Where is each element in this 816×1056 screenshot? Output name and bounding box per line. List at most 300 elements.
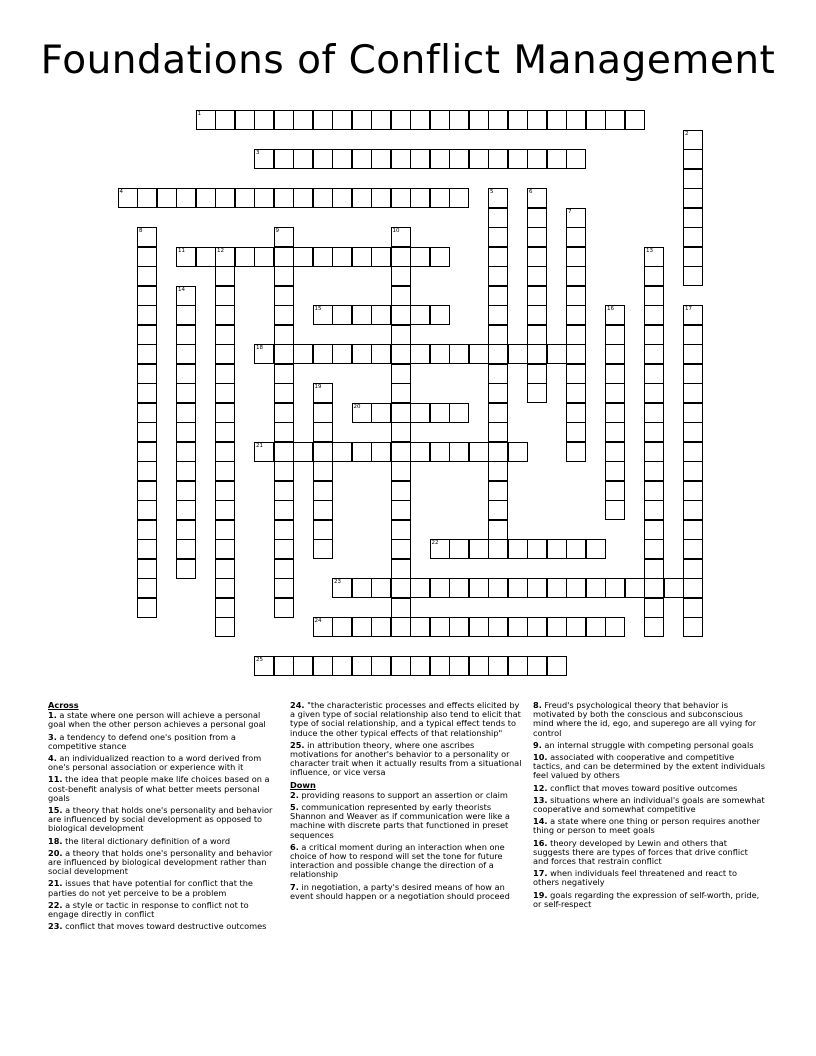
grid-cell[interactable]	[313, 247, 333, 267]
grid-cell[interactable]	[176, 286, 196, 306]
grid-cell[interactable]	[215, 188, 235, 208]
grid-cell[interactable]	[488, 422, 508, 442]
grid-cell[interactable]	[430, 403, 450, 423]
grid-cell[interactable]	[254, 188, 274, 208]
grid-cell[interactable]	[215, 325, 235, 345]
grid-cell[interactable]	[215, 383, 235, 403]
grid-cell[interactable]	[410, 110, 430, 130]
grid-cell[interactable]	[566, 617, 586, 637]
grid-cell[interactable]	[313, 305, 333, 325]
grid-cell[interactable]	[274, 383, 294, 403]
grid-cell[interactable]	[566, 247, 586, 267]
grid-cell[interactable]	[683, 481, 703, 501]
grid-cell[interactable]	[137, 344, 157, 364]
grid-cell[interactable]	[469, 344, 489, 364]
grid-cell[interactable]	[566, 403, 586, 423]
grid-cell[interactable]	[586, 110, 606, 130]
grid-cell[interactable]	[410, 578, 430, 598]
grid-cell[interactable]	[527, 188, 547, 208]
grid-cell[interactable]	[332, 110, 352, 130]
grid-cell[interactable]	[566, 422, 586, 442]
grid-cell[interactable]	[176, 305, 196, 325]
grid-cell[interactable]	[176, 247, 196, 267]
grid-cell[interactable]	[488, 500, 508, 520]
grid-cell[interactable]	[313, 383, 333, 403]
grid-cell[interactable]	[352, 110, 372, 130]
grid-cell[interactable]	[449, 344, 469, 364]
grid-cell[interactable]	[371, 149, 391, 169]
grid-cell[interactable]	[566, 364, 586, 384]
grid-cell[interactable]	[527, 149, 547, 169]
grid-cell[interactable]	[391, 383, 411, 403]
grid-cell[interactable]	[683, 559, 703, 579]
grid-cell[interactable]	[196, 188, 216, 208]
grid-cell[interactable]	[644, 383, 664, 403]
grid-cell[interactable]	[410, 442, 430, 462]
grid-cell[interactable]	[547, 110, 567, 130]
grid-cell[interactable]	[527, 266, 547, 286]
grid-cell[interactable]	[547, 656, 567, 676]
grid-cell[interactable]	[605, 403, 625, 423]
grid-cell[interactable]	[683, 149, 703, 169]
grid-cell[interactable]	[215, 305, 235, 325]
grid-cell[interactable]	[683, 500, 703, 520]
grid-cell[interactable]	[488, 266, 508, 286]
grid-cell[interactable]	[332, 578, 352, 598]
grid-cell[interactable]	[605, 325, 625, 345]
grid-cell[interactable]	[410, 305, 430, 325]
grid-cell[interactable]	[488, 442, 508, 462]
grid-cell[interactable]	[274, 442, 294, 462]
grid-cell[interactable]	[137, 481, 157, 501]
grid-cell[interactable]	[644, 559, 664, 579]
grid-cell[interactable]	[391, 578, 411, 598]
grid-cell[interactable]	[313, 149, 333, 169]
grid-cell[interactable]	[137, 442, 157, 462]
grid-cell[interactable]	[469, 442, 489, 462]
grid-cell[interactable]	[625, 578, 645, 598]
grid-cell[interactable]	[137, 227, 157, 247]
grid-cell[interactable]	[176, 364, 196, 384]
grid-cell[interactable]	[430, 656, 450, 676]
grid-cell[interactable]	[605, 422, 625, 442]
grid-cell[interactable]	[391, 344, 411, 364]
grid-cell[interactable]	[566, 325, 586, 345]
grid-cell[interactable]	[176, 344, 196, 364]
grid-cell[interactable]	[391, 188, 411, 208]
grid-cell[interactable]	[449, 656, 469, 676]
grid-cell[interactable]	[215, 461, 235, 481]
grid-cell[interactable]	[137, 305, 157, 325]
grid-cell[interactable]	[430, 539, 450, 559]
grid-cell[interactable]	[215, 442, 235, 462]
grid-cell[interactable]	[449, 188, 469, 208]
grid-cell[interactable]	[274, 325, 294, 345]
grid-cell[interactable]	[527, 344, 547, 364]
grid-cell[interactable]	[644, 247, 664, 267]
grid-cell[interactable]	[352, 305, 372, 325]
grid-cell[interactable]	[644, 598, 664, 618]
grid-cell[interactable]	[137, 383, 157, 403]
grid-cell[interactable]	[566, 266, 586, 286]
grid-cell[interactable]	[566, 286, 586, 306]
grid-cell[interactable]	[391, 149, 411, 169]
grid-cell[interactable]	[527, 247, 547, 267]
grid-cell[interactable]	[527, 305, 547, 325]
grid-cell[interactable]	[430, 578, 450, 598]
grid-cell[interactable]	[488, 656, 508, 676]
grid-cell[interactable]	[644, 461, 664, 481]
grid-cell[interactable]	[137, 500, 157, 520]
grid-cell[interactable]	[313, 110, 333, 130]
grid-cell[interactable]	[566, 578, 586, 598]
grid-cell[interactable]	[410, 656, 430, 676]
grid-cell[interactable]	[430, 617, 450, 637]
grid-cell[interactable]	[683, 188, 703, 208]
grid-cell[interactable]	[196, 247, 216, 267]
grid-cell[interactable]	[566, 110, 586, 130]
grid-cell[interactable]	[332, 656, 352, 676]
grid-cell[interactable]	[469, 617, 489, 637]
grid-cell[interactable]	[547, 539, 567, 559]
grid-cell[interactable]	[488, 383, 508, 403]
grid-cell[interactable]	[683, 383, 703, 403]
grid-cell[interactable]	[352, 656, 372, 676]
grid-cell[interactable]	[527, 286, 547, 306]
grid-cell[interactable]	[313, 442, 333, 462]
grid-cell[interactable]	[313, 481, 333, 501]
grid-cell[interactable]	[644, 500, 664, 520]
grid-cell[interactable]	[176, 500, 196, 520]
grid-cell[interactable]	[547, 149, 567, 169]
grid-cell[interactable]	[527, 227, 547, 247]
grid-cell[interactable]	[254, 247, 274, 267]
grid-cell[interactable]	[391, 422, 411, 442]
grid-cell[interactable]	[274, 110, 294, 130]
grid-cell[interactable]	[391, 481, 411, 501]
grid-cell[interactable]	[469, 656, 489, 676]
grid-cell[interactable]	[352, 188, 372, 208]
grid-cell[interactable]	[683, 247, 703, 267]
grid-cell[interactable]	[605, 617, 625, 637]
grid-cell[interactable]	[566, 344, 586, 364]
grid-cell[interactable]	[488, 539, 508, 559]
grid-cell[interactable]	[176, 422, 196, 442]
grid-cell[interactable]	[371, 247, 391, 267]
grid-cell[interactable]	[137, 461, 157, 481]
grid-cell[interactable]	[430, 344, 450, 364]
grid-cell[interactable]	[371, 344, 391, 364]
grid-cell[interactable]	[488, 481, 508, 501]
grid-cell[interactable]	[293, 110, 313, 130]
grid-cell[interactable]	[235, 110, 255, 130]
grid-cell[interactable]	[332, 305, 352, 325]
grid-cell[interactable]	[391, 364, 411, 384]
grid-cell[interactable]	[527, 656, 547, 676]
grid-cell[interactable]	[449, 442, 469, 462]
grid-cell[interactable]	[274, 227, 294, 247]
grid-cell[interactable]	[137, 364, 157, 384]
grid-cell[interactable]	[176, 403, 196, 423]
grid-cell[interactable]	[352, 578, 372, 598]
grid-cell[interactable]	[293, 656, 313, 676]
grid-cell[interactable]	[176, 325, 196, 345]
grid-cell[interactable]	[215, 617, 235, 637]
grid-cell[interactable]	[683, 442, 703, 462]
grid-cell[interactable]	[332, 617, 352, 637]
grid-cell[interactable]	[683, 520, 703, 540]
grid-cell[interactable]	[644, 520, 664, 540]
grid-cell[interactable]	[605, 364, 625, 384]
grid-cell[interactable]	[586, 539, 606, 559]
grid-cell[interactable]	[293, 149, 313, 169]
grid-cell[interactable]	[176, 520, 196, 540]
grid-cell[interactable]	[352, 442, 372, 462]
grid-cell[interactable]	[430, 149, 450, 169]
grid-cell[interactable]	[371, 617, 391, 637]
grid-cell[interactable]	[274, 188, 294, 208]
grid-cell[interactable]	[137, 325, 157, 345]
grid-cell[interactable]	[352, 149, 372, 169]
grid-cell[interactable]	[605, 383, 625, 403]
grid-cell[interactable]	[488, 578, 508, 598]
grid-cell[interactable]	[488, 110, 508, 130]
grid-cell[interactable]	[274, 286, 294, 306]
grid-cell[interactable]	[137, 403, 157, 423]
grid-cell[interactable]	[391, 520, 411, 540]
grid-cell[interactable]	[176, 539, 196, 559]
grid-cell[interactable]	[274, 305, 294, 325]
grid-cell[interactable]	[274, 559, 294, 579]
grid-cell[interactable]	[488, 227, 508, 247]
grid-cell[interactable]	[137, 286, 157, 306]
grid-cell[interactable]	[430, 110, 450, 130]
grid-cell[interactable]	[508, 344, 528, 364]
grid-cell[interactable]	[391, 325, 411, 345]
grid-cell[interactable]	[683, 169, 703, 189]
grid-cell[interactable]	[527, 364, 547, 384]
grid-cell[interactable]	[566, 539, 586, 559]
grid-cell[interactable]	[469, 578, 489, 598]
grid-cell[interactable]	[215, 364, 235, 384]
grid-cell[interactable]	[235, 188, 255, 208]
grid-cell[interactable]	[137, 247, 157, 267]
grid-cell[interactable]	[371, 578, 391, 598]
grid-cell[interactable]	[586, 617, 606, 637]
grid-cell[interactable]	[488, 325, 508, 345]
grid-cell[interactable]	[176, 442, 196, 462]
grid-cell[interactable]	[683, 266, 703, 286]
grid-cell[interactable]	[332, 442, 352, 462]
grid-cell[interactable]	[488, 364, 508, 384]
grid-cell[interactable]	[683, 325, 703, 345]
grid-cell[interactable]	[313, 656, 333, 676]
grid-cell[interactable]	[566, 305, 586, 325]
grid-cell[interactable]	[176, 188, 196, 208]
grid-cell[interactable]	[371, 110, 391, 130]
grid-cell[interactable]	[644, 442, 664, 462]
grid-cell[interactable]	[274, 422, 294, 442]
grid-cell[interactable]	[176, 559, 196, 579]
grid-cell[interactable]	[605, 110, 625, 130]
grid-cell[interactable]	[410, 188, 430, 208]
grid-cell[interactable]	[215, 578, 235, 598]
grid-cell[interactable]	[215, 266, 235, 286]
grid-cell[interactable]	[176, 481, 196, 501]
grid-cell[interactable]	[508, 539, 528, 559]
grid-cell[interactable]	[683, 305, 703, 325]
grid-cell[interactable]	[215, 500, 235, 520]
grid-cell[interactable]	[391, 461, 411, 481]
grid-cell[interactable]	[391, 442, 411, 462]
grid-cell[interactable]	[176, 383, 196, 403]
grid-cell[interactable]	[547, 578, 567, 598]
grid-cell[interactable]	[391, 403, 411, 423]
grid-cell[interactable]	[527, 208, 547, 228]
grid-cell[interactable]	[274, 403, 294, 423]
grid-cell[interactable]	[391, 305, 411, 325]
grid-cell[interactable]	[391, 656, 411, 676]
grid-cell[interactable]	[508, 656, 528, 676]
grid-cell[interactable]	[449, 149, 469, 169]
grid-cell[interactable]	[566, 383, 586, 403]
grid-cell[interactable]	[683, 344, 703, 364]
grid-cell[interactable]	[391, 247, 411, 267]
grid-cell[interactable]	[547, 617, 567, 637]
grid-cell[interactable]	[527, 383, 547, 403]
grid-cell[interactable]	[488, 286, 508, 306]
grid-cell[interactable]	[644, 364, 664, 384]
grid-cell[interactable]	[371, 188, 391, 208]
grid-cell[interactable]	[605, 578, 625, 598]
grid-cell[interactable]	[313, 422, 333, 442]
grid-cell[interactable]	[313, 500, 333, 520]
grid-cell[interactable]	[488, 208, 508, 228]
grid-cell[interactable]	[605, 344, 625, 364]
grid-cell[interactable]	[391, 559, 411, 579]
grid-cell[interactable]	[391, 500, 411, 520]
grid-cell[interactable]	[644, 286, 664, 306]
grid-cell[interactable]	[605, 481, 625, 501]
grid-cell[interactable]	[274, 364, 294, 384]
grid-cell[interactable]	[430, 188, 450, 208]
grid-cell[interactable]	[274, 500, 294, 520]
grid-cell[interactable]	[137, 422, 157, 442]
grid-cell[interactable]	[313, 617, 333, 637]
grid-cell[interactable]	[274, 598, 294, 618]
grid-cell[interactable]	[274, 461, 294, 481]
grid-cell[interactable]	[605, 442, 625, 462]
grid-cell[interactable]	[508, 110, 528, 130]
grid-cell[interactable]	[644, 403, 664, 423]
grid-cell[interactable]	[254, 656, 274, 676]
grid-cell[interactable]	[215, 110, 235, 130]
grid-cell[interactable]	[274, 149, 294, 169]
grid-cell[interactable]	[644, 481, 664, 501]
grid-cell[interactable]	[215, 344, 235, 364]
grid-cell[interactable]	[332, 149, 352, 169]
grid-cell[interactable]	[352, 344, 372, 364]
grid-cell[interactable]	[371, 403, 391, 423]
grid-cell[interactable]	[683, 578, 703, 598]
grid-cell[interactable]	[488, 305, 508, 325]
grid-cell[interactable]	[254, 344, 274, 364]
grid-cell[interactable]	[215, 559, 235, 579]
grid-cell[interactable]	[449, 403, 469, 423]
grid-cell[interactable]	[488, 188, 508, 208]
grid-cell[interactable]	[274, 247, 294, 267]
grid-cell[interactable]	[566, 149, 586, 169]
grid-cell[interactable]	[683, 227, 703, 247]
grid-cell[interactable]	[430, 305, 450, 325]
grid-cell[interactable]	[137, 559, 157, 579]
grid-cell[interactable]	[488, 247, 508, 267]
grid-cell[interactable]	[410, 403, 430, 423]
grid-cell[interactable]	[449, 110, 469, 130]
grid-cell[interactable]	[410, 247, 430, 267]
grid-cell[interactable]	[293, 344, 313, 364]
grid-cell[interactable]	[332, 344, 352, 364]
grid-cell[interactable]	[488, 461, 508, 481]
grid-cell[interactable]	[683, 422, 703, 442]
grid-cell[interactable]	[215, 598, 235, 618]
grid-cell[interactable]	[391, 539, 411, 559]
grid-cell[interactable]	[254, 149, 274, 169]
grid-cell[interactable]	[332, 188, 352, 208]
grid-cell[interactable]	[215, 481, 235, 501]
grid-cell[interactable]	[683, 403, 703, 423]
grid-cell[interactable]	[683, 539, 703, 559]
grid-cell[interactable]	[391, 286, 411, 306]
grid-cell[interactable]	[137, 266, 157, 286]
grid-cell[interactable]	[274, 656, 294, 676]
grid-cell[interactable]	[683, 130, 703, 150]
grid-cell[interactable]	[274, 481, 294, 501]
grid-cell[interactable]	[449, 578, 469, 598]
grid-cell[interactable]	[566, 208, 586, 228]
grid-cell[interactable]	[274, 539, 294, 559]
grid-cell[interactable]	[313, 188, 333, 208]
grid-cell[interactable]	[371, 656, 391, 676]
grid-cell[interactable]	[274, 344, 294, 364]
grid-cell[interactable]	[644, 325, 664, 345]
grid-cell[interactable]	[488, 344, 508, 364]
grid-cell[interactable]	[410, 344, 430, 364]
grid-cell[interactable]	[371, 442, 391, 462]
grid-cell[interactable]	[391, 617, 411, 637]
grid-cell[interactable]	[469, 110, 489, 130]
grid-cell[interactable]	[449, 617, 469, 637]
grid-cell[interactable]	[137, 598, 157, 618]
grid-cell[interactable]	[625, 110, 645, 130]
grid-cell[interactable]	[157, 188, 177, 208]
grid-cell[interactable]	[235, 247, 255, 267]
grid-cell[interactable]	[352, 247, 372, 267]
grid-cell[interactable]	[215, 520, 235, 540]
grid-cell[interactable]	[605, 500, 625, 520]
grid-cell[interactable]	[410, 149, 430, 169]
grid-cell[interactable]	[274, 578, 294, 598]
grid-cell[interactable]	[313, 403, 333, 423]
grid-cell[interactable]	[508, 578, 528, 598]
grid-cell[interactable]	[644, 266, 664, 286]
grid-cell[interactable]	[644, 422, 664, 442]
grid-cell[interactable]	[683, 208, 703, 228]
grid-cell[interactable]	[508, 442, 528, 462]
grid-cell[interactable]	[566, 442, 586, 462]
grid-cell[interactable]	[293, 188, 313, 208]
grid-cell[interactable]	[137, 539, 157, 559]
